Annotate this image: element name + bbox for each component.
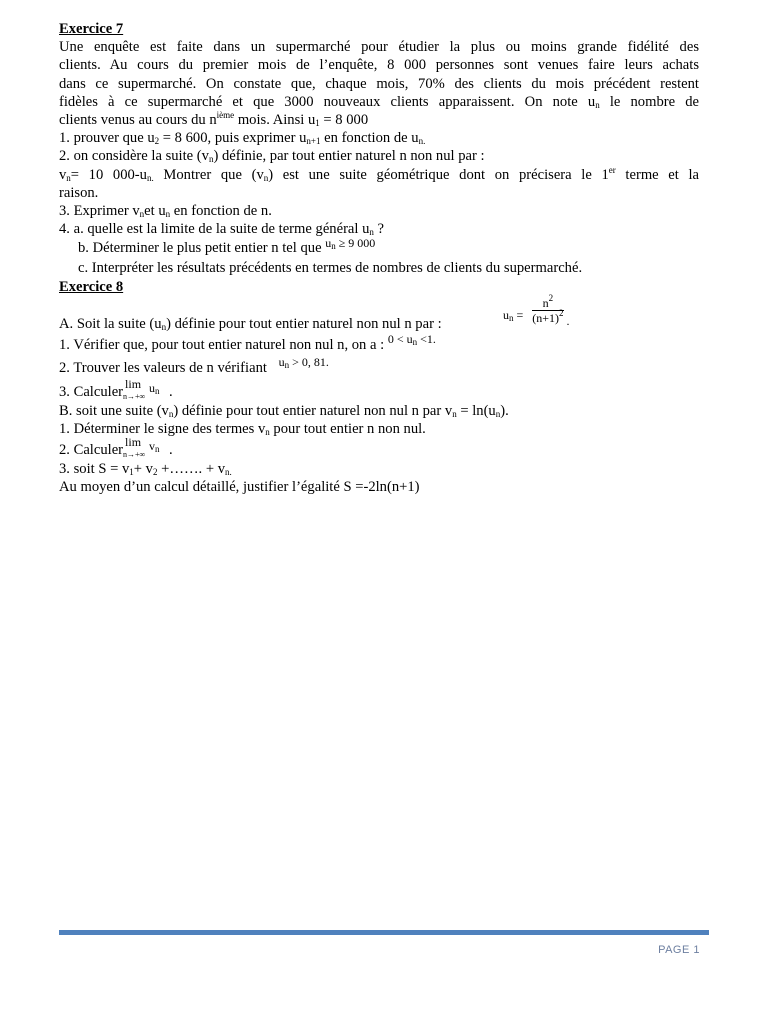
part-a-definition: A. Soit la suite $(u_n)$ définie pour tout entier naturel non nul n par : $u_n$ = $\frac{n^2}{(n+1)^2}$ . [59,292,570,332]
formula: $u_n > 0$, 81. [278,354,329,370]
limit-expression: lim n→+∞ $u_n$ [123,376,160,401]
question-3: 3. Exprimer $v_net$ $u_n$ en fonction de n. [59,203,272,220]
question-2-definition: $v_n= 10$ $000-u_{n.}$ Montrer que $(v_n)$ est une suite géométrique dont on précisera le 1er terme et la [59,164,700,183]
question-b3: 3. soit $S = v_1+ v_2$ +……. + $v_{n.}$ [59,461,232,478]
fraction: $\frac{n^2}{(n+1)^2}$ [532,292,564,325]
exercise-7-title: Exercice 7 [59,21,124,37]
page-number: PAGE 1 [658,944,700,956]
exercise-8-title: Exercice 8 [59,278,124,295]
question-a2: 2. Trouver les valeurs de n vérifiant $u_n > 0$, 81. [59,357,699,380]
limit-expression: lim n→+∞ $v_n$ [123,435,160,460]
question-a1: 1. Vérifier que, pour tout entier naturel non nul n, on a : $0 < u_n <1$. [59,334,699,357]
question-4b: b. Déterminer le plus petit entier n tel que $u_n \ge 9$ 000 [59,238,699,259]
question-1: 1. prouver que $u_2 = 8$ 600, puis exprimer $u_{n+1}$ en fonction de $u_{n.}$ [59,130,426,147]
formula: $0 < u_n <1$. [387,331,436,347]
formula: $u_n$ = $\frac{n^2}{(n+1)^2}$ . [503,292,570,329]
text-line: Une enquête est faite dans un supermarché pour étudier la plus ou moins grande fidélité des [59,39,699,56]
question-a3: 3. Calculer lim n→+∞ $u_n$ . [59,376,173,401]
final-statement: Au moyen d’un calcul détaillé, justifier l’égalité S =-2ln(n+1) [59,479,420,496]
document-body [59,20,699,497]
text-line: clients. Au cours du premier mois de l’enquête, 8 000 personnes sont venues faire leurs achats [59,57,699,74]
part-b-definition: B. soit une suite $(v_n)$ définie pour tout entier naturel non nul n par $v_n = \ln(u_n)$. [59,402,509,419]
footer-rule [59,930,709,935]
text-line: fidèles à ce supermarché et que 3000 nouveaux clients apparaissent. On note $u_n$ le nombre de [59,93,699,110]
question-2: 2. on considère la suite $(v_n)$ définie, par tout entier naturel n non nul par : [59,148,485,165]
text-line: raison. [59,184,99,201]
question-4a: 4. a. quelle est la limite de la suite de terme général $u_n$ ? [59,221,385,238]
text-line: clients venus au cours du $n^{ième}$ mois. Ainsi $u_1 = 8$ 000 [59,110,369,129]
question-4c: c. Interpréter les résultats précédents en termes de nombres de clients du supermarché. [78,260,583,277]
formula: $u_n \ge 9$ 000 [325,236,376,252]
question-b2: 2. Calculer lim n→+∞ $v_n$ . [59,435,173,460]
text-line: dans ce supermarché. On constate que, chaque mois, 70% des clients du mois précédent restent [59,75,699,92]
question-b1: 1. Déterminer le signe des termes $v_n$ pour tout entier n non nul. [59,421,426,438]
